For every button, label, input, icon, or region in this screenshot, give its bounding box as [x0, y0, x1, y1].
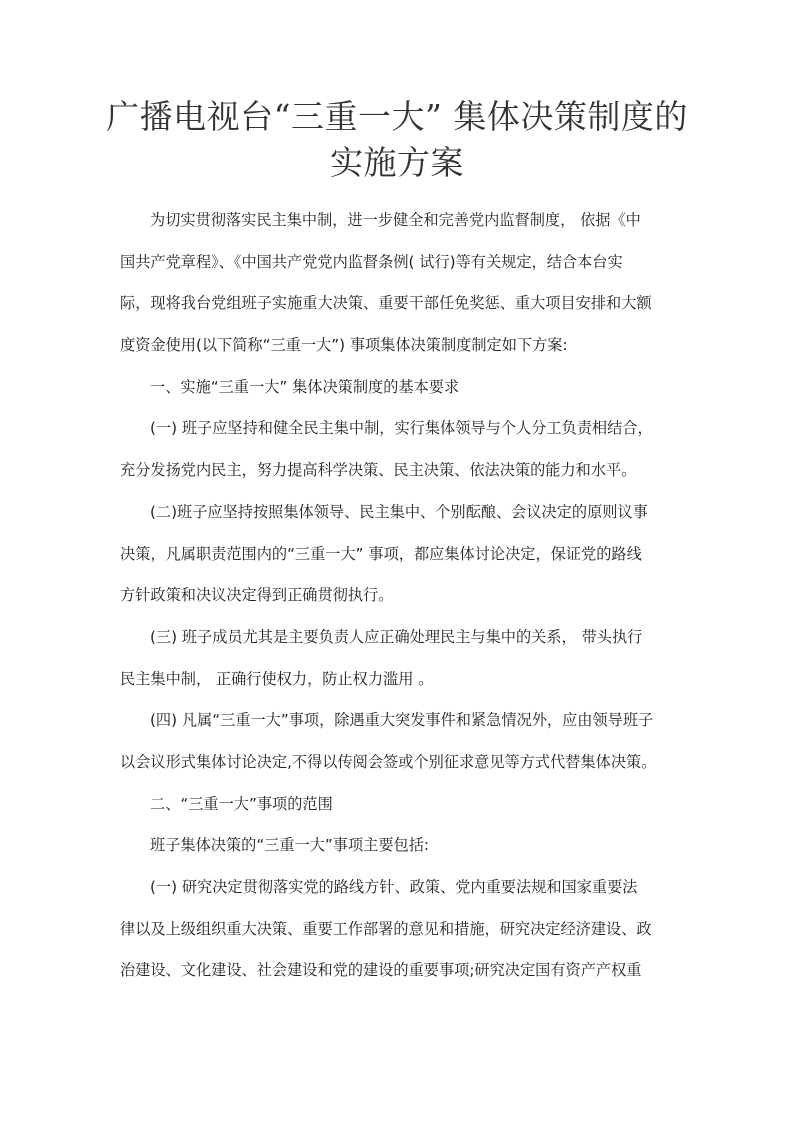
- paragraph-line: 国共产党章程》、《中国共产党党内监督条例( 试行)等有关规定，结合本台实: [120, 252, 623, 271]
- paragraph-line: (四) 凡属“三重一大”事项，除遇重大突发事件和紧急情况外，应由领导班子: [150, 711, 654, 730]
- paragraph-line: 为切实贯彻落实民主集中制，进一步健全和完善党内监督制度， 依据《中: [150, 211, 641, 229]
- paragraph: [120, 492, 680, 617]
- paragraph: [120, 200, 680, 367]
- paragraph: [120, 367, 680, 409]
- paragraph-line: 律以及上级组织重大决策、重要工作部署的意见和措施，研究决定经济建设、政: [120, 919, 652, 938]
- paragraph-line: 治建设、文化建设、社会建设和党的建设的重要事项;研究决定国有资产产权重: [120, 961, 642, 980]
- paragraph-line: 二、“三重一大”事项的范围: [150, 794, 333, 813]
- paragraph: [120, 784, 680, 826]
- paragraph-line: 决策，凡属职责范围内的“三重一大” 事项，都应集体讨论决定，保证党的路线: [120, 544, 642, 563]
- paragraph: [120, 825, 680, 867]
- paragraph: [120, 617, 680, 700]
- title-line-1: 广播电视台“三重一大” 集体决策制度的: [106, 97, 688, 136]
- paragraph-line: (三) 班子成员尤其是主要负责人应正确处理民主与集中的关系， 带头执行: [150, 627, 643, 646]
- title-line-2: 实施方案: [330, 143, 464, 182]
- paragraph-line: 民主集中制， 正确行使权力，防止权力滥用 。: [120, 669, 434, 688]
- paragraph-line: 班子集体决策的“三重一大”事项主要包括:: [150, 836, 430, 855]
- paragraph-line: 方针政策和决议决定得到正确贯彻执行。: [120, 586, 394, 605]
- paragraph-line: (二)班子应坚持按照集体领导、民主集中、个别酝酿、会议决定的原则议事: [150, 502, 648, 521]
- paragraph: [120, 867, 680, 992]
- paragraph-line: (一) 班子应坚持和健全民主集中制，实行集体领导与个人分工负责相结合，: [150, 419, 653, 438]
- paragraph-line: 度资金使用(以下简称“三重一大”) 事项集体决策制度制定如下方案:: [120, 336, 568, 355]
- document-title: [90, 94, 704, 186]
- paragraph-line: 际，现将我台党组班子实施重大决策、重要干部任免奖惩、重大项目安排和大额: [120, 294, 652, 313]
- paragraph-line: 充分发扬党内民主，努力提高科学决策、民主决策、依法决策的能力和水平。: [120, 461, 637, 480]
- paragraph: [120, 700, 680, 783]
- paragraph-line: 以会议形式集体讨论决定,不得以传阅会签或个别征求意见等方式代替集体决策。: [120, 752, 657, 771]
- document-body: [120, 200, 680, 992]
- paragraph-line: 一、实施“三重一大” 集体决策制度的基本要求: [150, 377, 460, 396]
- paragraph: [120, 408, 680, 491]
- paragraph-line: (一) 研究决定贯彻落实党的路线方针、政策、党内重要法规和国家重要法: [150, 878, 638, 896]
